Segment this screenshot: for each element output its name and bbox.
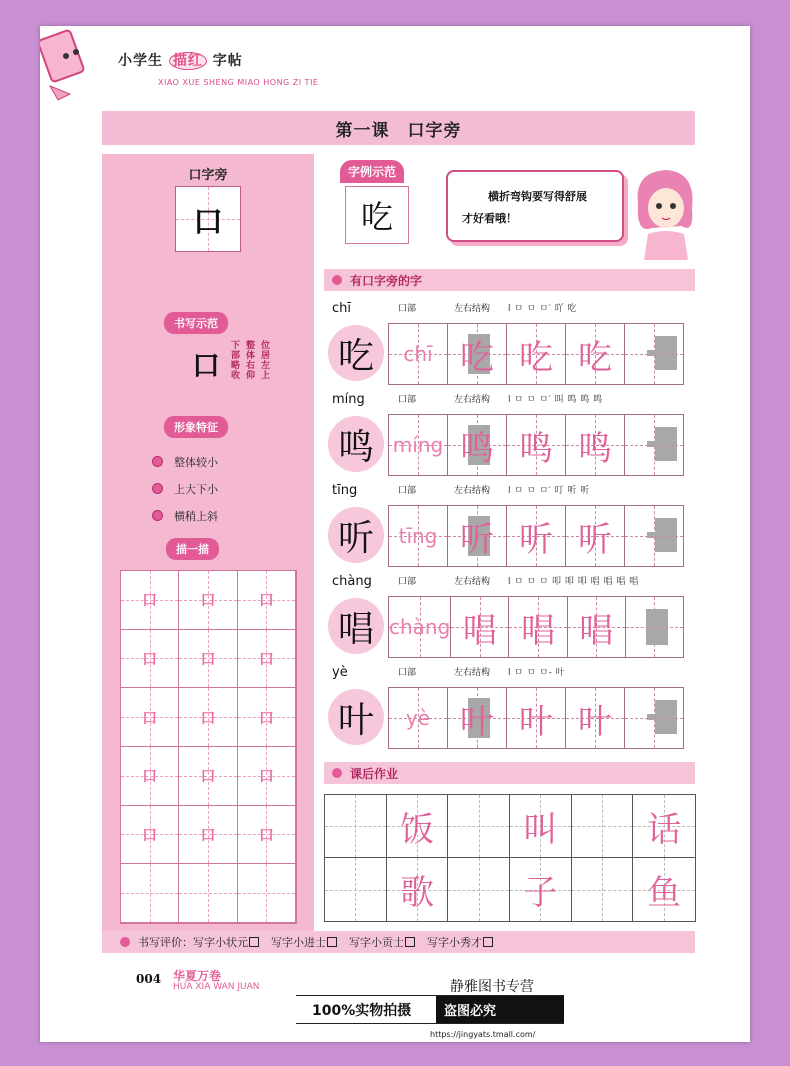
publisher-name-en: HUA XIA WAN JUAN xyxy=(173,982,260,992)
radical-label: 口部 xyxy=(398,577,417,587)
writing-demo-tag: 书写示范 xyxy=(164,312,228,334)
homework-grid xyxy=(324,794,696,922)
page-number: 004 xyxy=(136,972,162,986)
trace-cell: 口 xyxy=(121,747,179,806)
pinyin: tīng xyxy=(332,483,358,498)
trace-cell: 口 xyxy=(238,630,296,689)
features-tag: 形象特征 xyxy=(164,416,228,438)
trace-cell: 口 xyxy=(238,571,296,630)
checkbox[interactable] xyxy=(327,937,337,947)
empty-cell xyxy=(625,415,683,475)
homework-cell xyxy=(325,795,387,858)
pinyin-cell: míng xyxy=(389,415,448,475)
store-name: 静雅图书专营 xyxy=(450,979,534,995)
char-row xyxy=(324,665,696,755)
feature-item: 横稍上斜 xyxy=(174,510,218,523)
trace-cell: 吃 xyxy=(448,324,507,384)
practice-cells xyxy=(388,596,684,658)
homework-cell: 叫 xyxy=(510,795,572,858)
homework-cell xyxy=(325,858,387,921)
evaluation-option: 写字小秀才 xyxy=(427,934,493,950)
trace-cell: 口 xyxy=(179,571,237,630)
radical-title: 口字旁 xyxy=(188,168,228,183)
pinyin-cell: chī xyxy=(389,324,448,384)
trace-cell: 唱 xyxy=(451,597,509,657)
tip-bubble xyxy=(446,170,624,242)
watermark-right: 盗图必究 xyxy=(436,996,564,1023)
watermark-left: 100%实物拍摄 xyxy=(312,1002,412,1019)
trace-cell: 叶 xyxy=(507,688,566,748)
trace-cell: 口 xyxy=(179,806,237,865)
pinyin-cell: chàng xyxy=(389,597,451,657)
structure-label: 左右结构 xyxy=(454,486,491,496)
radical-label: 口部 xyxy=(398,486,417,496)
stroke-order: l ㅁ ㅁ ㅁ′ 吖 吃 xyxy=(508,304,577,314)
checkbox[interactable] xyxy=(249,937,259,947)
feature-item: 上大下小 xyxy=(174,483,218,496)
main-char: 唱 xyxy=(328,598,384,654)
trace-cell: 鸣 xyxy=(448,415,507,475)
watermark-bar xyxy=(296,995,564,1024)
radical-label: 口部 xyxy=(398,395,417,405)
empty-cell xyxy=(625,506,683,566)
checkbox[interactable] xyxy=(405,937,415,947)
pinyin: chī xyxy=(332,301,351,316)
trace-cell: 口 xyxy=(121,571,179,630)
pinyin-cell: yè xyxy=(389,688,448,748)
structure-label: 左右结构 xyxy=(454,668,491,678)
trace-grid xyxy=(120,570,297,924)
stroke-order: l ㅁ ㅁ ㅁ- 叶 xyxy=(508,668,566,678)
stroke-order: l ㅁ ㅁ ㅁ′ 叮 听 听 xyxy=(508,486,590,496)
trace-cell xyxy=(238,864,296,923)
trace-cell: 叶 xyxy=(566,688,625,748)
feature-item: 整体较小 xyxy=(174,456,218,469)
practice-cells xyxy=(388,687,684,749)
trace-cell: 口 xyxy=(179,747,237,806)
trace-cell: 口 xyxy=(179,630,237,689)
demo-char: 口 xyxy=(192,349,221,382)
stroke-order: l ㅁ ㅁ ㅁ 叩 叩 叩 唱 唱 唱 唱 xyxy=(508,577,639,587)
tip-text: 横折弯钩要写得舒展 才好看哦！ xyxy=(462,190,587,225)
trace-cell: 口 xyxy=(121,688,179,747)
sidebar xyxy=(102,154,314,936)
pinyin-cell: tīng xyxy=(389,506,448,566)
main-char: 叶 xyxy=(328,689,384,745)
pencil-mascot-icon xyxy=(40,26,120,101)
homework-cell: 饭 xyxy=(387,795,449,858)
trace-cell: 听 xyxy=(507,506,566,566)
stroke-order: l ㅁ ㅁ ㅁ′ 叫 鸣 鸣 鸣 xyxy=(508,395,603,405)
cartoon-girl-icon xyxy=(624,164,704,264)
pinyin: yè xyxy=(332,665,348,680)
trace-cell xyxy=(121,864,179,923)
homework-cell xyxy=(572,858,634,921)
trace-tag: 描一描 xyxy=(166,538,219,560)
homework-cell: 子 xyxy=(510,858,572,921)
trace-cell: 唱 xyxy=(568,597,626,657)
radical-label: 口部 xyxy=(398,304,417,314)
checkbox[interactable] xyxy=(483,937,493,947)
char-row xyxy=(324,392,696,482)
trace-cell: 口 xyxy=(238,806,296,865)
homework-cell xyxy=(448,858,510,921)
trace-cell: 鸣 xyxy=(566,415,625,475)
homework-cell xyxy=(572,795,634,858)
char-row xyxy=(324,301,696,391)
book-subtitle: XIAO XUE SHENG MIAO HONG ZI TIE xyxy=(158,78,319,87)
workbook-page xyxy=(40,26,750,1042)
trace-cell: 口 xyxy=(121,806,179,865)
section-homework-bar: 课后作业 xyxy=(324,762,695,784)
radical-label: 口部 xyxy=(398,668,417,678)
practice-cells xyxy=(388,414,684,476)
trace-cell: 口 xyxy=(179,688,237,747)
trace-cell: 吃 xyxy=(507,324,566,384)
publisher-name: 华夏万卷 xyxy=(173,969,222,983)
main-char: 鸣 xyxy=(328,416,384,472)
structure-label: 左右结构 xyxy=(454,304,491,314)
main-char: 吃 xyxy=(328,325,384,381)
trace-cell: 口 xyxy=(121,630,179,689)
char-row xyxy=(324,574,696,664)
empty-cell xyxy=(625,688,683,748)
lesson-title: 第一课 口字旁 xyxy=(102,111,695,145)
homework-cell xyxy=(448,795,510,858)
section-chars-bar: 有口字旁的字 xyxy=(324,269,695,291)
homework-cell: 鱼 xyxy=(633,858,695,921)
trace-cell: 听 xyxy=(448,506,507,566)
trace-cell: 叶 xyxy=(448,688,507,748)
evaluation-bar xyxy=(102,931,695,953)
trace-cell: 听 xyxy=(566,506,625,566)
trace-cell: 吃 xyxy=(566,324,625,384)
homework-cell: 话 xyxy=(633,795,695,858)
evaluation-option: 写字小贡士 xyxy=(349,934,415,950)
structure-label: 左右结构 xyxy=(454,577,491,587)
homework-cell: 歌 xyxy=(387,858,449,921)
pinyin: chàng xyxy=(332,574,372,589)
trace-cell: 口 xyxy=(238,688,296,747)
trace-cell: 鸣 xyxy=(507,415,566,475)
char-row xyxy=(324,483,696,573)
store-url: https://jingyats.tmall.com/ xyxy=(430,1030,536,1039)
trace-cell: 唱 xyxy=(509,597,567,657)
empty-cell xyxy=(626,597,683,657)
structure-label: 左右结构 xyxy=(454,395,491,405)
trace-cell: 口 xyxy=(238,747,296,806)
book-title: 小学生 描红 字帖 xyxy=(118,53,243,69)
evaluation-label: 书写评价：写字小状元 xyxy=(138,934,259,950)
empty-cell xyxy=(625,324,683,384)
radical-box: 口 xyxy=(175,186,241,252)
pinyin: míng xyxy=(332,392,365,407)
demo-notes: 下部略收 整体右仰 位居左上 xyxy=(229,340,269,380)
evaluation-option: 写字小进士 xyxy=(271,934,337,950)
trace-cell xyxy=(179,864,237,923)
practice-cells xyxy=(388,323,684,385)
example-char: 吃 xyxy=(345,186,409,244)
practice-cells xyxy=(388,505,684,567)
main-char: 听 xyxy=(328,507,384,563)
example-label: 字例示范 xyxy=(340,160,404,183)
